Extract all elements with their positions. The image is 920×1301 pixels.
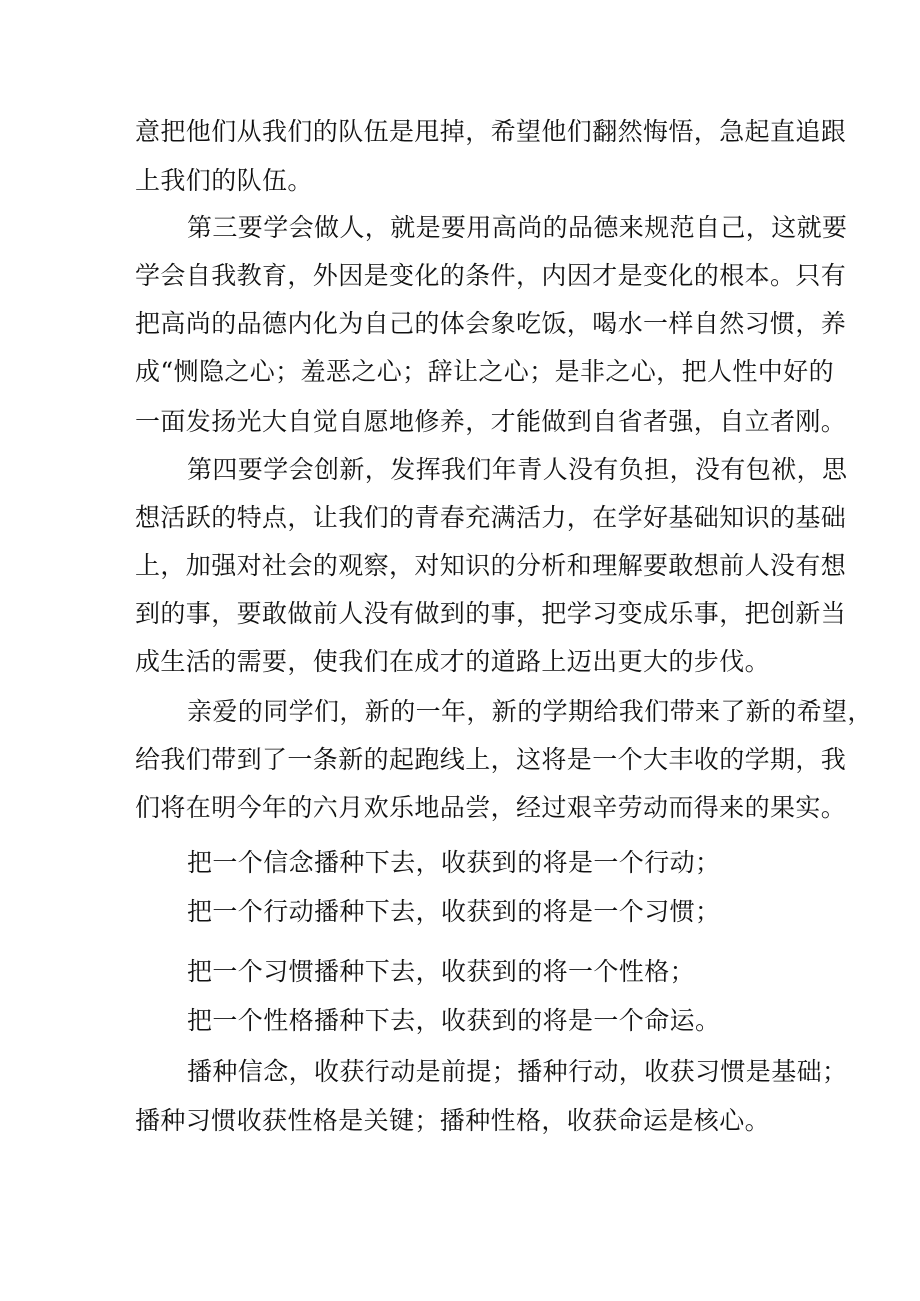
- text-line: 学会自我教育，外因是变化的条件，内因才是变化的根本。只有: [135, 261, 847, 290]
- text-line: 上我们的队伍。: [135, 166, 313, 195]
- text-line: 把一个性格播种下去，收获到的将是一个命运。: [187, 1006, 721, 1035]
- text-line: 意把他们从我们的队伍是甩掉，希望他们翻然悔悟，急起直追跟: [135, 117, 847, 146]
- text-line: 播种习惯收获性格是关键；播种性格，收获命运是核心。: [135, 1106, 771, 1135]
- text-line: 播种信念，收获行动是前提；播种行动，收获习惯是基础；: [187, 1057, 848, 1086]
- text-line: 第四要学会创新，发挥我们年青人没有负担，没有包袱，思: [187, 455, 848, 484]
- text-line: 把一个信念播种下去，收获到的将是一个行动；: [187, 848, 721, 877]
- text-line: 们将在明今年的六月欢乐地品尝，经过艰辛劳动而得来的果实。: [135, 793, 847, 822]
- text-line: 一面发扬光大自觉自愿地修养，才能做到自省者强，自立者刚。: [135, 407, 847, 436]
- text-line: 到的事，要敢做前人没有做到的事，把学习变成乐事，把创新当: [135, 599, 847, 628]
- text-line: 亲爱的同学们，新的一年，新的学期给我们带来了新的希望，: [187, 697, 873, 726]
- text-line: 成生活的需要，使我们在成才的道路上迈出更大的步伐。: [135, 647, 771, 676]
- text-line: 想活跃的特点，让我们的青春充满活力，在学好基础知识的基础: [135, 503, 847, 532]
- text-line: 给我们带到了一条新的起跑线上，这将是一个大丰收的学期，我: [135, 745, 847, 774]
- text-line: 把高尚的品德内化为自己的体会象吃饭，喝水一样自然习惯，养: [135, 309, 847, 338]
- text-line: 第三要学会做人，就是要用高尚的品德来规范自己，这就要: [187, 213, 848, 242]
- text-line: 把一个行动播种下去，收获到的将是一个习惯；: [187, 897, 721, 926]
- text-line: 成“恻隐之心；羞恶之心；辞让之心；是非之心，把人性中好的: [135, 357, 834, 386]
- text-line: 上，加强对社会的观察，对知识的分析和理解要敢想前人没有想: [135, 551, 847, 580]
- text-line: 把一个习惯播种下去，收获到的将一个性格；: [187, 957, 696, 986]
